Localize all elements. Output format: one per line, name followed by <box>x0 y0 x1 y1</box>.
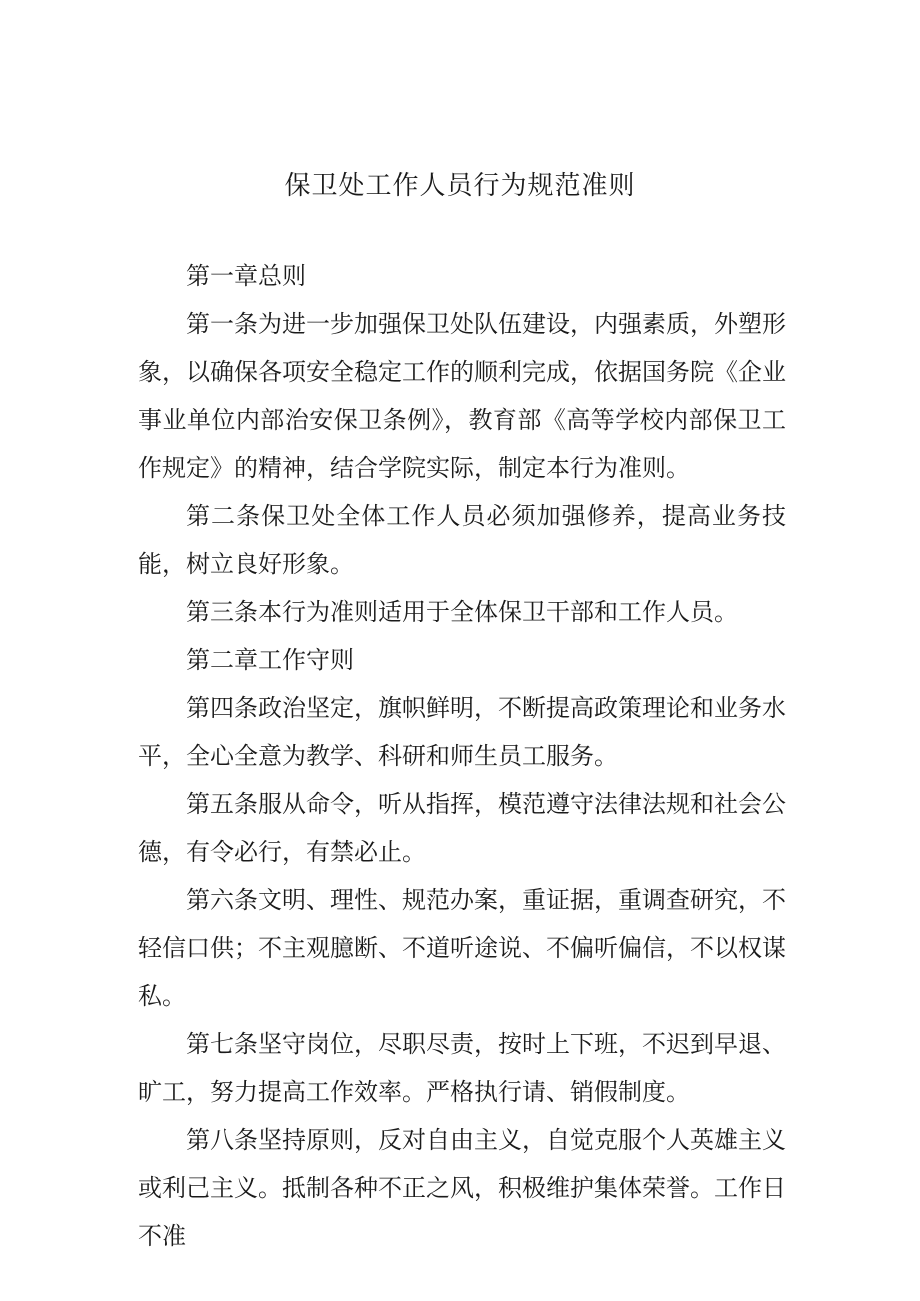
article-6: 第六条文明、理性、规范办案，重证据，重调查研究，不轻信口供；不主观臆断、不道听途说、不偏听偏信，不以权谋私。 <box>138 886 786 1010</box>
article-4: 第四条政治坚定，旗帜鲜明，不断提高政策理论和业务水平，全心全意为教学、科研和师生员工服务。 <box>138 694 786 770</box>
document-body <box>138 252 786 1260</box>
article-8: 第八条坚持原则，反对自由主义，自觉克服个人英雄主义或利己主义。抵制各种不正之风，积极维护集体荣誉。工作日不准 <box>138 1126 786 1250</box>
article-1: 第一条为进一步加强保卫处队伍建设，内强素质，外塑形象，以确保各项安全稳定工作的顺利完成，依据国务院《企业事业单位内部治安保卫条例》，教育部《高等学校内部保卫工作规定》的精神，结合学院实际，制定本行为准则。 <box>138 310 786 482</box>
document-title: 保卫处工作人员行为规范准则 <box>284 171 636 201</box>
chapter-heading-2: 第二章工作守则 <box>186 646 354 674</box>
article-3: 第三条本行为准则适用于全体保卫干部和工作人员。 <box>186 598 738 626</box>
article-7: 第七条坚守岗位，尽职尽责，按时上下班，不迟到早退、旷工，努力提高工作效率。严格执行请、销假制度。 <box>138 1030 786 1106</box>
chapter-heading-1: 第一章总则 <box>186 262 306 290</box>
article-2: 第二条保卫处全体工作人员必须加强修养，提高业务技能，树立良好形象。 <box>138 502 786 578</box>
article-5: 第五条服从命令，听从指挥，模范遵守法律法规和社会公德，有令必行，有禁必止。 <box>138 790 786 866</box>
